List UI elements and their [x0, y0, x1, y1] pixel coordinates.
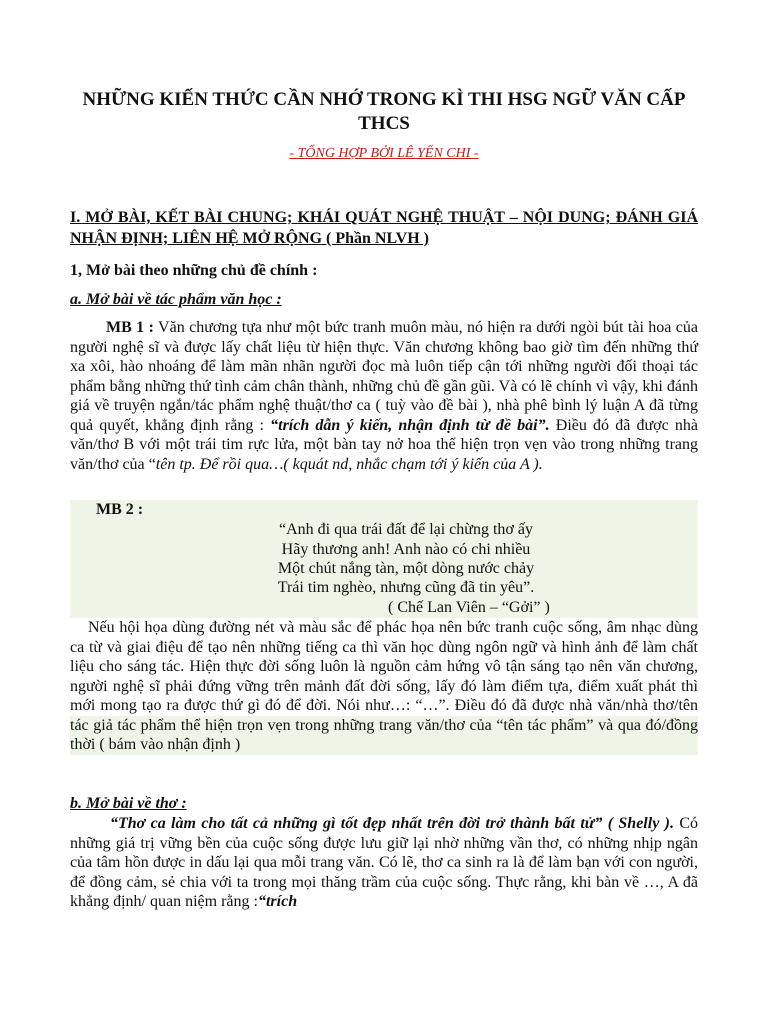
poetry-paragraph — [70, 814, 698, 912]
mb1-paragraph — [70, 318, 698, 474]
subheading-literary-work: a. Mở bài về tác phẩm văn học : — [70, 291, 282, 308]
document-title: NHỮNG KIẾN THỨC CẦN NHỚ TRONG KÌ THI HSG NGỮ VĂN CẤP THCS — [82, 89, 686, 134]
section-heading: I. MỞ BÀI, KẾT BÀI CHUNG; KHÁI QUÁT NGHỆ THUẬT – NỘI DUNG; ĐÁNH GIÁ NHẬN ĐỊNH; LIÊN HỆ MỞ RỘNG ( Phần NLVH ) — [70, 209, 698, 247]
document-subtitle: - TỔNG HỢP BỞI LÊ YẾN CHI - — [289, 146, 479, 161]
mb1-text-1: Văn chương tựa như một bức tranh muôn màu, nó hiện ra dưới ngòi bút tài hoa của người nghệ sĩ và được lấy chất liệu từ hiện thực. Văn chương không bao giờ tìm đến những thứ xa xôi, hào nhoáng để làm mãn nhãn người đọc mà luôn tiếp cận tới những người đối thoại tác phẩm bằng những thứ tình cảm chân thành, những chủ đề gần gũi. Và có lẽ chính vì vậy, khi đánh giá về truyện ngắn/tác phẩm nghệ thuật/thơ ca ( tuỳ vào đề bài ), nhà phê bình lý luận A đã từng quả quyết, khẳng định rằng : — [70, 319, 698, 434]
mb1-quote: “trích dẫn ý kiến, nhận định từ đề bài”. — [270, 416, 550, 434]
poem-line: Trái tim nghèo, nhưng cũng đã tin yêu”. — [277, 579, 535, 596]
poetry-trailing-quote: “trích — [257, 893, 298, 910]
poem-line: “Anh đi qua trái đất để lại chừng thơ ấy — [279, 521, 533, 538]
mb1-italic-tail: tên tp. Để rồi qua…( kquát nd, nhắc chạm tới ý kiến của A ). — [155, 455, 543, 473]
mb2-highlight-box — [70, 500, 698, 618]
poem-line: Hãy thương anh! Anh nào có chi nhiều — [281, 541, 531, 558]
mb2-paragraph: Nếu hội họa dùng đường nét và màu sắc để phác họa nên bức tranh cuộc sống, âm nhạc dùng ca từ và giai điệu để tạo nên những tiếng ca thì văn học dùng ngôn ngữ và hình ảnh để làm chất liệu cho sáng tác. Hiện thực đời sống luôn là nguồn cảm hứng vô tận sáng tạo nên văn chương, người nghệ sĩ phải đứng vững trên mảnh đất đời sống, lấy đó làm điểm tựa, điểm xuất phát thì mới mong tạo ra được thứ gì đó để đời. Nói như…: “…”. Điều đó đã được nhà văn/nhà thơ/tên tác giả tác phẩm thể hiện trọn vẹn trong những trang văn/thơ của “tên tác phẩm” và qua đó/đồng thời ( bám vào nhận định ) — [70, 619, 698, 753]
mb1-text-2: Điều đó đã được nhà văn/thơ B với một trái tim rực lửa, một bàn tay nở hoa thể hiện trọn vẹn vào trong những trang văn/thơ của “ — [70, 416, 699, 473]
poetry-quote: “Thơ ca làm cho tất cả những gì tốt đẹp nhất trên đời trở thành bất tử” ( Shelly ). — [110, 815, 674, 832]
poem-source: ( Chế Lan Viên – “Gởi” ) — [388, 599, 550, 616]
poem-line: Một chút nắng tàn, một dòng nước chảy — [277, 560, 535, 577]
subheading-main: 1, Mở bài theo những chủ đề chính : — [70, 262, 318, 279]
mb2-label: MB 2 : — [96, 501, 144, 518]
subheading-poetry: b. Mở bài về thơ : — [70, 795, 187, 812]
poetry-text: Có những giá trị vững bền của cuộc sống được lưu giữ lại nhờ những vần thơ, có những nhịp ngân của tâm hồn được in dấu lại qua mỗi trang văn. Có lẽ, thơ ca sinh ra là để làm bạn với con người, để đồng cảm, sẻ chia với ta trong mọi thăng trầm của cuộc sống. Thực rằng, khi bàn về …, A đã khẳng định/ quan niệm rằng : — [70, 815, 699, 910]
mb1-label: MB 1 : — [106, 319, 154, 336]
